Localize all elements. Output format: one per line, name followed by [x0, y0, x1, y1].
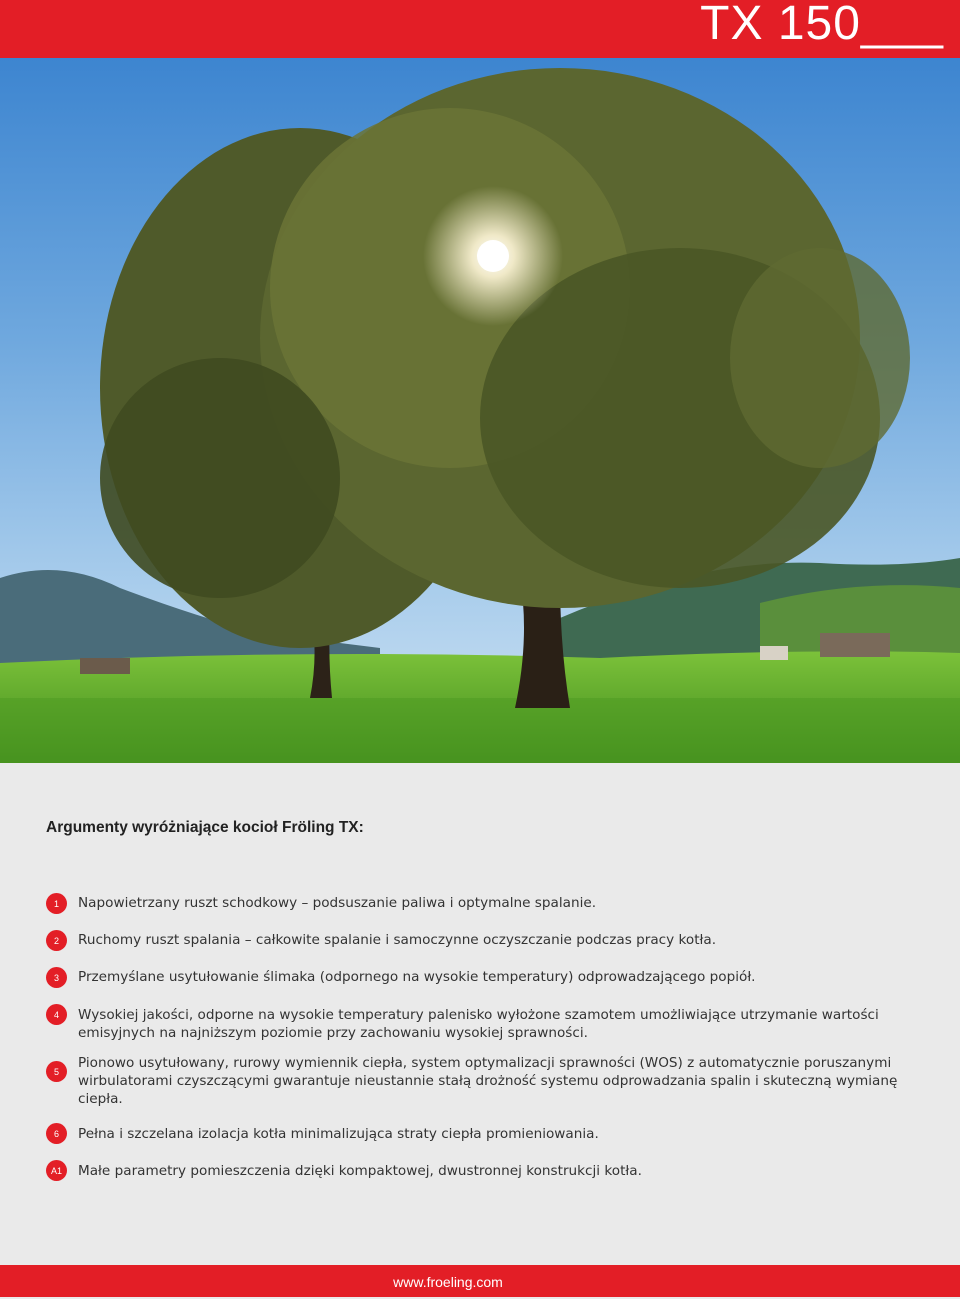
- feature-badge: 2: [46, 930, 67, 951]
- footer-bar: [0, 1265, 960, 1297]
- feature-badge: 4: [46, 1004, 67, 1025]
- model-title: TX 150___: [700, 0, 944, 50]
- feature-badge: 6: [46, 1123, 67, 1144]
- feature-text: Pionowo usytułowany, rurowy wymiennik ciepła, system optymalizacji sprawności (WOS) z automatycznie poruszanymi wirbulatorami czyszczącymi gwarantuje nieustannie stałą drożność systemu odprowadzania spalin i skuteczną wymianę ciepła.: [78, 1055, 898, 1107]
- feature-text: Małe parametry pomieszczenia dzięki kompaktowej, dwustronnej konstrukcji kotła.: [78, 1163, 642, 1179]
- feature-badge: 1: [46, 893, 67, 914]
- feature-badge: 5: [46, 1061, 67, 1082]
- tree-meadow-illustration: [0, 58, 960, 763]
- feature-text: Przemyślane usytułowanie ślimaka (odpornego na wysokie temperatury) odprowadzającego popiół.: [78, 969, 756, 985]
- header-bar: [0, 0, 960, 58]
- feature-badge: A1: [46, 1160, 67, 1181]
- website-link[interactable]: www.froeling.com: [393, 1274, 503, 1290]
- feature-text: Wysokiej jakości, odporne na wysokie temperatury palenisko wyłożone szamotem umożliwiające utrzymanie wartości emisyjnych na najniższym poziomie przy zachowaniu wysokiej sprawności.: [78, 1007, 879, 1041]
- feature-text: Pełna i szczelana izolacja kotła minimalizująca straty ciepła promieniowania.: [78, 1126, 599, 1142]
- feature-text: Ruchomy ruszt spalania – całkowite spalanie i samoczynne oczyszczanie podczas pracy kotła.: [78, 932, 717, 948]
- feature-text: Napowietrzany ruszt schodkowy – podsuszanie paliwa i optymalne spalanie.: [78, 895, 597, 911]
- hero-photo: [0, 58, 960, 763]
- section-heading: Argumenty wyróżniające kocioł Fröling TX:: [46, 819, 364, 836]
- feature-badge: 3: [46, 967, 67, 988]
